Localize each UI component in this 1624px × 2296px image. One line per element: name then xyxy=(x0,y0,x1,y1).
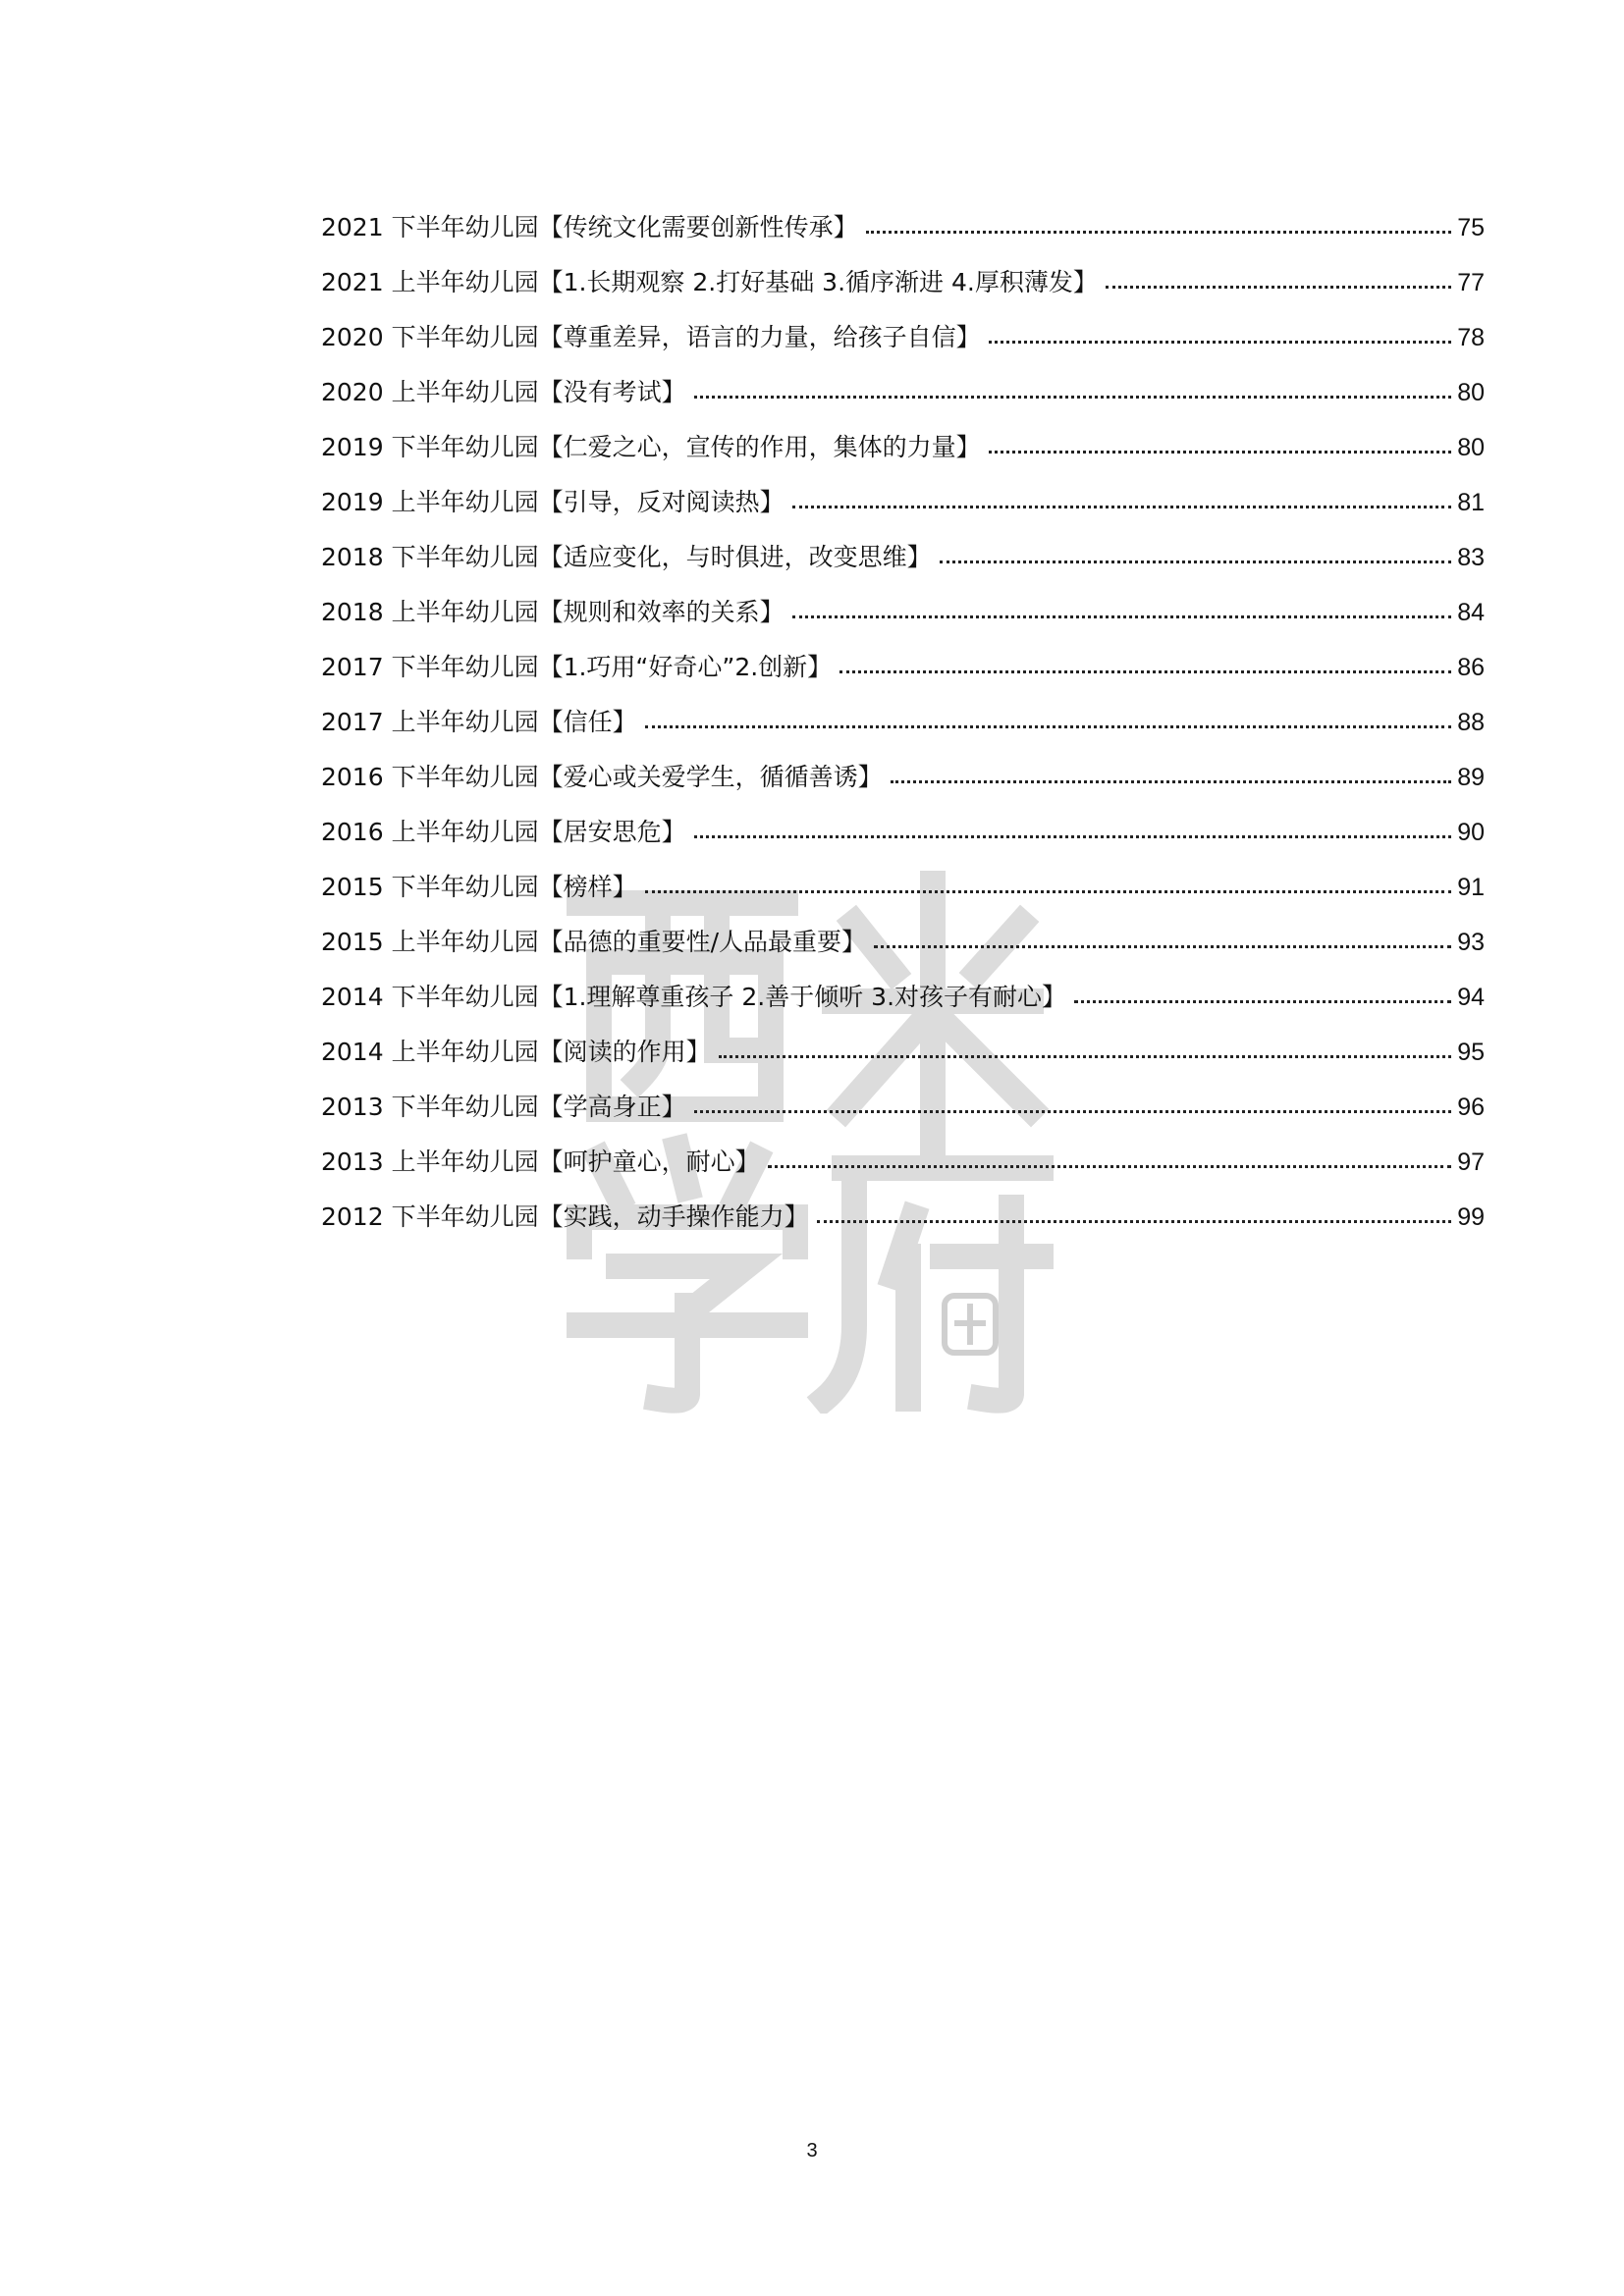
toc-entry[interactable] xyxy=(321,318,1485,373)
toc-entry-page: 94 xyxy=(1457,984,1485,1011)
toc-dot-leader xyxy=(1074,978,1451,1005)
toc-entry[interactable] xyxy=(321,373,1485,428)
toc-entry[interactable] xyxy=(321,978,1485,1033)
toc-entry[interactable] xyxy=(321,758,1485,813)
toc-entry-page: 89 xyxy=(1457,764,1485,791)
toc-entry-page: 99 xyxy=(1457,1203,1485,1231)
toc-entry-page: 77 xyxy=(1457,269,1485,296)
toc-dot-leader xyxy=(839,648,1451,675)
toc-entry-title: 2017 下半年幼儿园【1.巧用“好奇心”2.创新】 xyxy=(321,653,833,681)
toc-entry-page: 91 xyxy=(1457,874,1485,901)
toc-entry-title: 2018 上半年幼儿园【规则和效率的关系】 xyxy=(321,598,785,626)
toc-entry-page: 80 xyxy=(1457,434,1485,461)
toc-entry-page: 84 xyxy=(1457,599,1485,626)
toc-entry-title: 2015 下半年幼儿园【榜样】 xyxy=(321,873,637,901)
toc-entry-page: 93 xyxy=(1457,929,1485,956)
toc-entry-title: 2014 下半年幼儿园【1.理解尊重孩子 2.善于倾听 3.对孩子有耐心】 xyxy=(321,983,1067,1011)
toc-dot-leader xyxy=(989,428,1452,455)
toc-entry-title: 2015 上半年幼儿园【品德的重要性/人品最重要】 xyxy=(321,928,866,956)
toc-entry-title: 2016 上半年幼儿园【居安思危】 xyxy=(321,818,686,846)
toc-entry-title: 2014 上半年幼儿园【阅读的作用】 xyxy=(321,1038,711,1066)
toc-entry[interactable] xyxy=(321,1033,1485,1088)
toc-entry-title: 2012 下半年幼儿园【实践，动手操作能力】 xyxy=(321,1202,809,1231)
toc-entry-title: 2013 上半年幼儿园【呵护童心，耐心】 xyxy=(321,1148,760,1176)
toc-dot-leader xyxy=(866,208,1452,236)
toc-entry-title: 2020 上半年幼儿园【没有考试】 xyxy=(321,378,686,406)
toc-entry-page: 75 xyxy=(1457,214,1485,241)
toc-dot-leader xyxy=(645,868,1452,895)
toc-dot-leader xyxy=(940,538,1452,565)
toc-entry[interactable] xyxy=(321,1198,1485,1253)
toc-entry-title: 2017 上半年幼儿园【信任】 xyxy=(321,708,637,736)
toc-entry[interactable] xyxy=(321,428,1485,483)
toc-dot-leader xyxy=(694,373,1452,400)
toc-dot-leader xyxy=(719,1033,1452,1060)
toc-entry-title: 2018 下半年幼儿园【适应变化，与时俱进，改变思维】 xyxy=(321,543,932,571)
toc-dot-leader xyxy=(1106,263,1451,291)
toc-entry[interactable] xyxy=(321,208,1485,263)
toc-entry-title: 2021 上半年幼儿园【1.长期观察 2.打好基础 3.循序渐进 4.厚积薄发】 xyxy=(321,268,1098,296)
toc-entry[interactable] xyxy=(321,1088,1485,1143)
toc-dot-leader xyxy=(891,758,1452,785)
toc-entry-title: 2021 下半年幼儿园【传统文化需要创新性传承】 xyxy=(321,213,858,241)
toc-entry-page: 83 xyxy=(1457,544,1485,571)
toc-entry-page: 96 xyxy=(1457,1094,1485,1121)
toc-entry[interactable] xyxy=(321,483,1485,538)
toc-dot-leader xyxy=(792,593,1452,620)
toc-dot-leader xyxy=(792,483,1452,510)
toc-entry-title: 2013 下半年幼儿园【学高身正】 xyxy=(321,1093,686,1121)
toc-entry-title: 2019 下半年幼儿园【仁爱之心，宣传的作用，集体的力量】 xyxy=(321,433,981,461)
toc-entry[interactable] xyxy=(321,263,1485,318)
toc-entry[interactable] xyxy=(321,868,1485,923)
toc-entry[interactable] xyxy=(321,813,1485,868)
toc-entry[interactable] xyxy=(321,703,1485,758)
toc-dot-leader xyxy=(989,318,1452,346)
toc-dot-leader xyxy=(817,1198,1452,1225)
toc-entry-page: 90 xyxy=(1457,819,1485,846)
toc-entry-page: 88 xyxy=(1457,709,1485,736)
toc-dot-leader xyxy=(694,1088,1452,1115)
toc-entry-page: 80 xyxy=(1457,379,1485,406)
toc-dot-leader xyxy=(645,703,1452,730)
page-number: 3 xyxy=(806,2140,818,2162)
toc-entry-page: 97 xyxy=(1457,1148,1485,1176)
toc-entry[interactable] xyxy=(321,923,1485,978)
toc-entry[interactable] xyxy=(321,593,1485,648)
toc-entry-title: 2020 下半年幼儿园【尊重差异，语言的力量，给孩子自信】 xyxy=(321,323,981,351)
toc-entry-page: 81 xyxy=(1457,489,1485,516)
toc-entry[interactable] xyxy=(321,648,1485,703)
toc-entry-page: 86 xyxy=(1457,654,1485,681)
toc-dot-leader xyxy=(694,813,1452,840)
toc-entry-page: 78 xyxy=(1457,324,1485,351)
toc-dot-leader xyxy=(768,1143,1452,1170)
toc-entry[interactable] xyxy=(321,538,1485,593)
toc-entry-title: 2019 上半年幼儿园【引导，反对阅读热】 xyxy=(321,488,785,516)
toc-entry-title: 2016 下半年幼儿园【爱心或关爱学生，循循善诱】 xyxy=(321,763,883,791)
toc-entry-page: 95 xyxy=(1457,1039,1485,1066)
toc-dot-leader xyxy=(874,923,1451,950)
toc-entry[interactable] xyxy=(321,1143,1485,1198)
table-of-contents xyxy=(321,208,1485,1253)
